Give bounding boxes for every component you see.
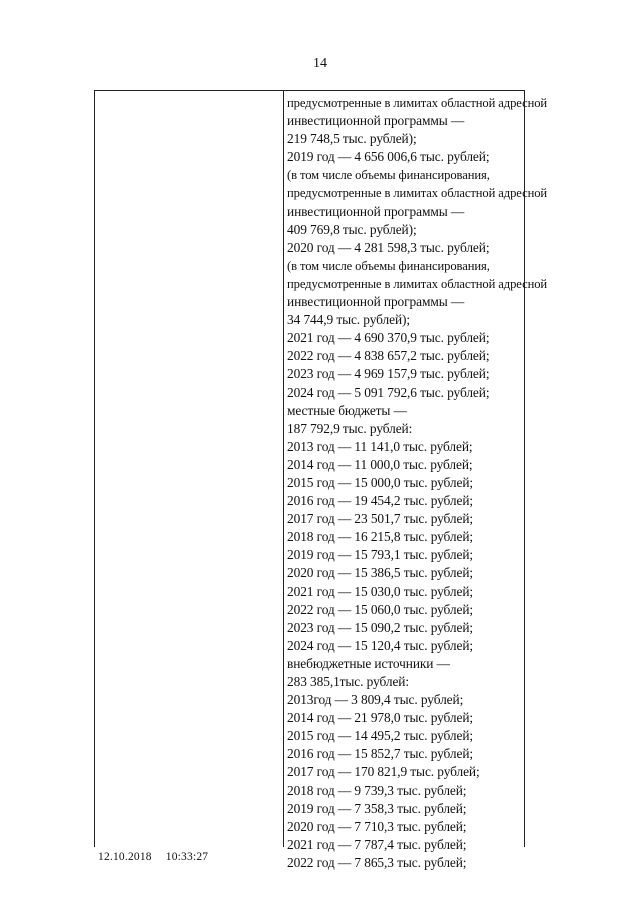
text-line: 2019 год — 15 793,1 тыс. рублей; [287,547,474,563]
text-line: 2017 год — 23 501,7 тыс. рублей; [287,511,474,527]
text-line: 2019 год — 7 358,3 тыс. рублей; [287,800,467,816]
table-left-cell [95,91,284,847]
text-line: инвестиционной программы — [287,294,465,310]
text-line: 2015 год — 14 495,2 тыс. рублей; [287,728,474,744]
text-line: 2023 год — 15 090,2 тыс. рублей; [287,619,474,635]
text-line: 2021 год — 7 787,4 тыс. рублей; [287,836,467,852]
text-line: 2014 год — 11 000,0 тыс. рублей; [287,456,473,472]
text-line: предусмотренные в лимитах областной адресной [287,186,548,201]
print-timestamp [98,851,208,863]
text-line: 2016 год — 19 454,2 тыс. рублей; [287,493,474,509]
text-line: 2016 год — 15 852,7 тыс. рублей; [287,746,474,762]
table-right-cell [284,91,548,870]
text-line: 2015 год — 15 000,0 тыс. рублей; [287,474,474,490]
text-line: 2022 год — 7 865,3 тыс. рублей; [287,854,467,870]
print-time: 10:33:27 [165,851,209,863]
text-line: 2020 год — 15 386,5 тыс. рублей; [287,565,474,581]
text-line: (в том числе объемы финансирования, [287,168,490,183]
text-line: 409 769,8 тыс. рублей); [287,221,417,237]
text-line: местные бюджеты — [287,402,407,418]
print-date: 12.10.2018 [98,851,152,863]
text-line: 2017 год — 170 821,9 тыс. рублей; [287,764,480,780]
text-line: предусмотренные в лимитах областной адресной [287,96,548,110]
text-line: 2022 год — 15 060,0 тыс. рублей; [287,601,474,617]
text-line: инвестиционной программы — [287,203,465,219]
text-line: 219 748,5 тыс. рублей); [287,131,417,147]
text-line: предусмотренные в лимитах областной адресной [287,276,548,291]
text-line: 2021 год — 15 030,0 тыс. рублей; [287,583,474,599]
text-line: 2013 год — 11 141,0 тыс. рублей; [287,438,473,454]
text-line: 283 385,1тыс. рублей: [287,674,409,689]
text-line: 2014 год — 21 978,0 тыс. рублей; [287,710,474,726]
page-number: 14 [313,56,327,71]
text-line: 2019 год — 4 656 006,6 тыс. рублей; [287,149,490,165]
text-line: 34 744,9 тыс. рублей); [287,312,410,328]
text-line: 2021 год — 4 690 370,9 тыс. рублей; [287,330,490,346]
text-line: 2023 год — 4 969 157,9 тыс. рублей; [287,366,490,382]
text-line: 2020 год — 7 710,3 тыс. рублей; [287,818,467,834]
text-line: 2020 год — 4 281 598,3 тыс. рублей; [287,239,490,255]
text-line: внебюджетные источники — [287,655,450,671]
text-line: 2018 год — 16 215,8 тыс. рублей; [287,529,474,545]
text-line: (в том числе объемы финансирования, [287,258,490,273]
text-line: 2018 год — 9 739,3 тыс. рублей; [287,782,467,798]
text-line: 187 792,9 тыс. рублей: [287,420,413,436]
text-line: инвестиционной программы — [287,113,465,129]
text-line: 2024 год — 15 120,4 тыс. рублей; [287,637,474,653]
text-line: 2013год — 3 809,4 тыс. рублей; [287,692,464,708]
text-line: 2022 год — 4 838 657,2 тыс. рублей; [287,348,490,364]
text-line: 2024 год — 5 091 792,6 тыс. рублей; [287,384,490,400]
